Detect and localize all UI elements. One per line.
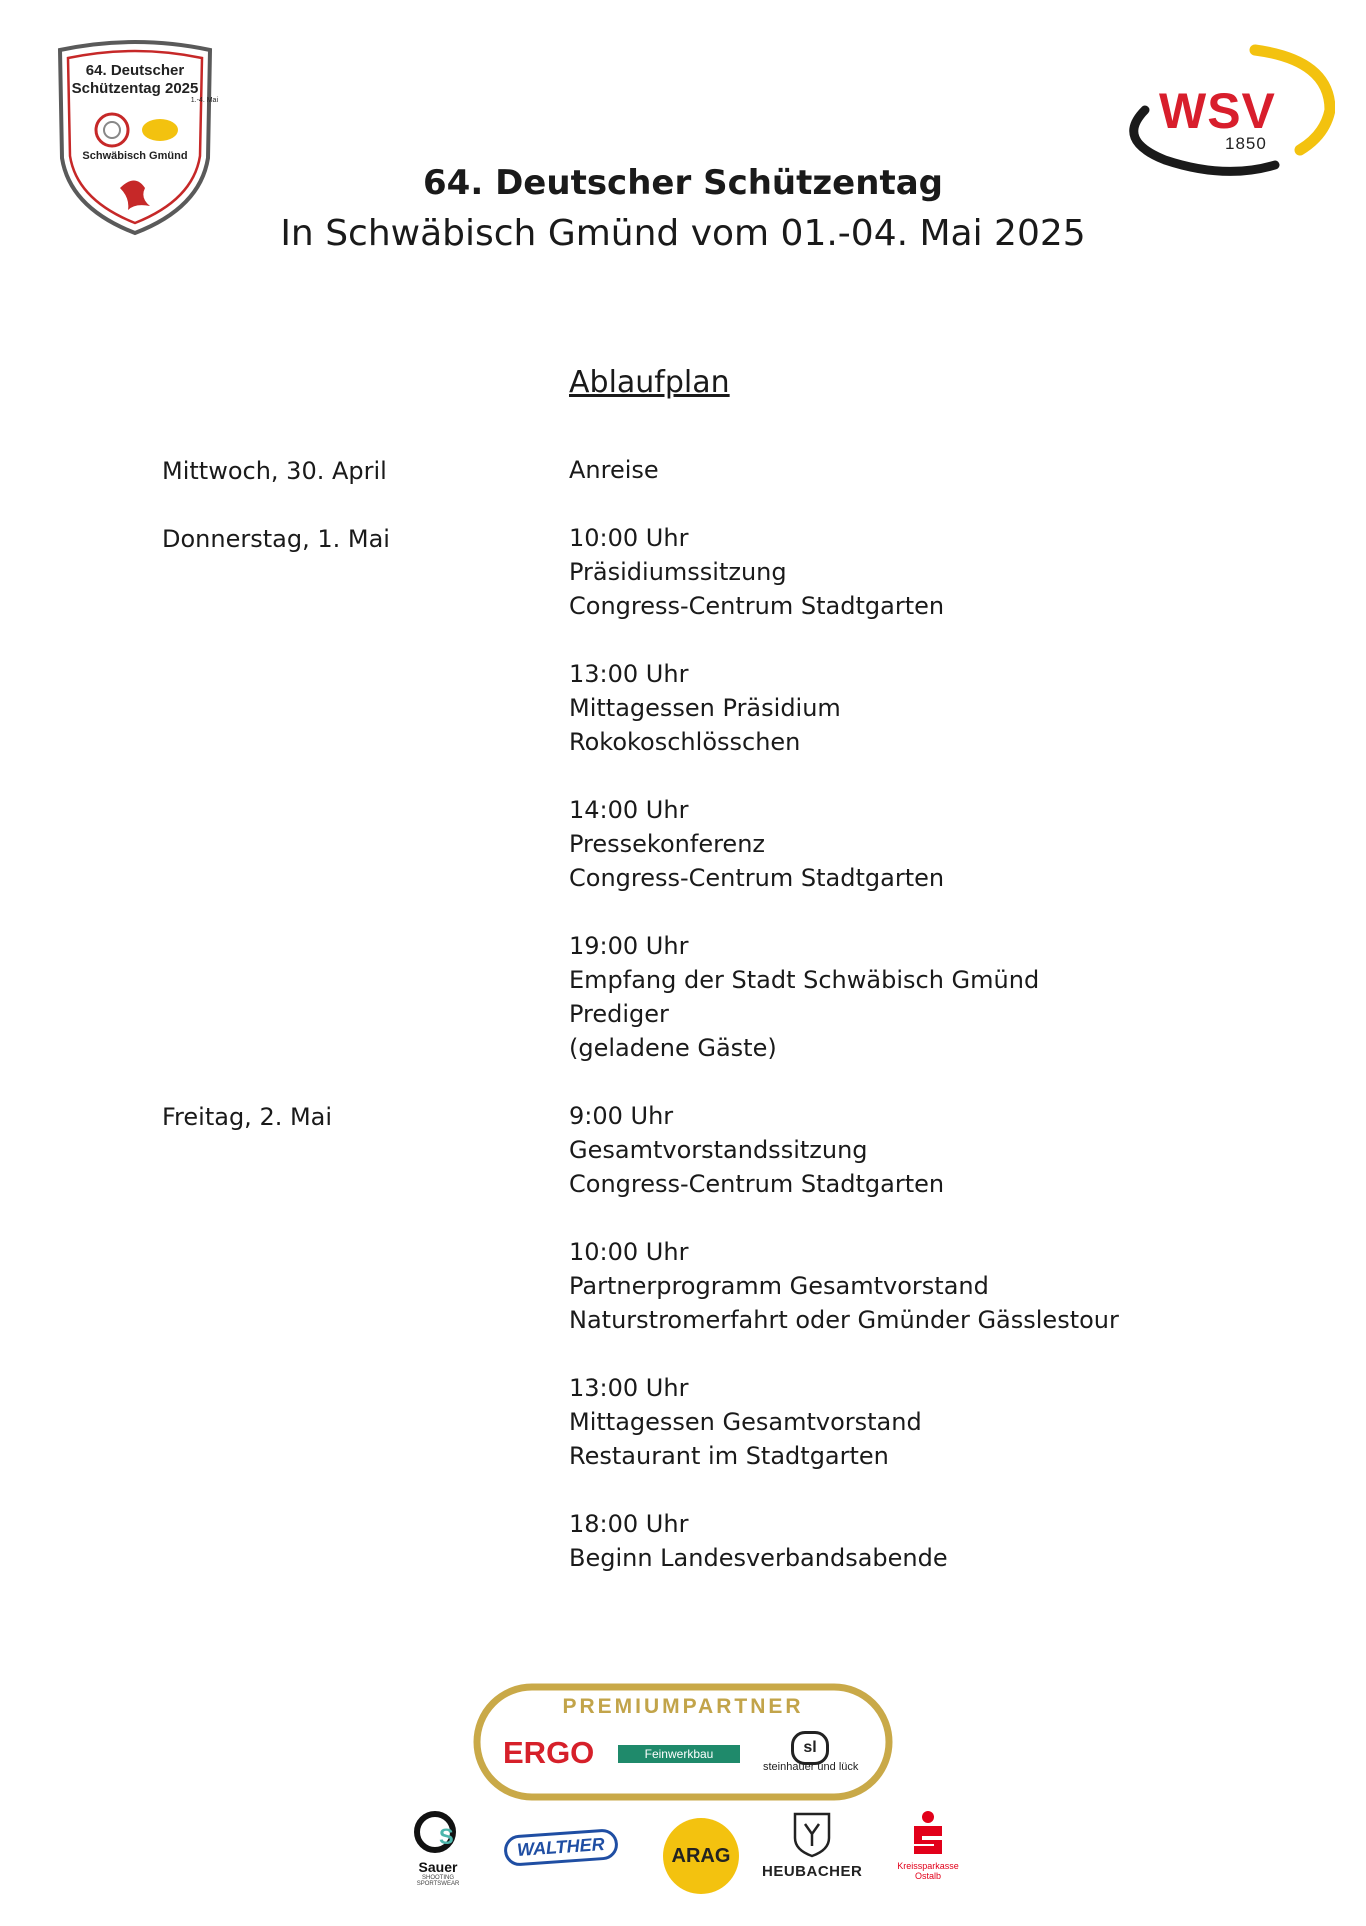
event-title: Empfang der Stadt Schwäbisch Gmünd	[569, 966, 1040, 994]
event-time: 10:00 Uhr	[569, 1238, 689, 1266]
steinhauer-logo: steinhauer und lück	[763, 1761, 859, 1773]
badge-line-1: 64. Deutscher	[85, 62, 185, 79]
day-label-donnerstag: Donnerstag, 1. Mai	[162, 525, 390, 553]
event-title: Mittagessen Gesamtvorstand	[569, 1408, 922, 1436]
event-note: (geladene Gäste)	[569, 1034, 777, 1062]
page-title: 64. Deutscher Schützentag	[423, 163, 943, 203]
event-block	[569, 1099, 944, 1201]
ergo-logo: ERGO	[503, 1735, 595, 1770]
day-label-mittwoch: Mittwoch, 30. April	[162, 457, 387, 485]
badge-line-4: Schwäbisch Gmünd	[82, 150, 188, 162]
sauer-logo	[408, 1810, 468, 1887]
event-time: 18:00 Uhr	[569, 1510, 689, 1538]
event-title: Partnerprogramm Gesamtvorstand	[569, 1272, 989, 1300]
event-block	[569, 1371, 922, 1473]
schuetzentag-badge-logo	[50, 38, 220, 238]
walther-logo	[496, 1832, 626, 1863]
day-label-freitag: Freitag, 2. Mai	[162, 1103, 333, 1131]
sparkasse-s-icon	[908, 1810, 948, 1856]
event-title: Mittagessen Präsidium	[569, 694, 841, 722]
wsv-name: WSV	[1159, 83, 1276, 139]
event-time: 14:00 Uhr	[569, 796, 689, 824]
sauer-name: Sauer	[418, 1859, 458, 1875]
event-title: Gesamtvorstandssitzung	[569, 1136, 868, 1164]
deer-crest-icon	[787, 1810, 837, 1858]
feinwerkbau-logo: Feinwerkbau	[618, 1745, 740, 1763]
event-title: Beginn Landesverbandsabende	[569, 1544, 948, 1572]
event-time: 13:00 Uhr	[569, 660, 689, 688]
event-title: Präsidiumssitzung	[569, 558, 787, 586]
event-time: 19:00 Uhr	[569, 932, 689, 960]
event-block-mittwoch	[569, 453, 659, 487]
steinhauer-mark-icon: sl	[791, 1731, 829, 1765]
event-title: Pressekonferenz	[569, 830, 765, 858]
svg-text:S: S	[439, 1824, 454, 1849]
event-time: 13:00 Uhr	[569, 1374, 689, 1402]
event-place: Prediger	[569, 1000, 669, 1028]
sauer-subline: SHOOTING SPORTSWEAR	[416, 1875, 460, 1887]
event-block	[569, 1235, 1119, 1337]
event-place: Congress-Centrum Stadtgarten	[569, 592, 945, 620]
kreissparkasse-logo	[878, 1810, 978, 1881]
wsv-year: 1850	[1225, 134, 1267, 153]
event-block	[569, 1507, 948, 1575]
event-block	[569, 793, 944, 895]
event-block	[569, 657, 841, 759]
arag-logo: ARAG	[663, 1818, 739, 1894]
walther-name: WALTHER	[503, 1828, 619, 1867]
event-text: Anreise	[569, 456, 659, 484]
heubacher-logo	[762, 1810, 862, 1880]
event-block	[569, 521, 944, 623]
event-time: 9:00 Uhr	[569, 1102, 674, 1130]
event-place: Restaurant im Stadtgarten	[569, 1442, 889, 1470]
event-place: Rokokoschlösschen	[569, 728, 801, 756]
event-place: Congress-Centrum Stadtgarten	[569, 1170, 945, 1198]
kreissparkasse-name: Kreissparkasse Ostalb	[897, 1861, 959, 1881]
premium-partner-block	[473, 1683, 893, 1801]
premium-partner-label: PREMIUMPARTNER	[562, 1695, 804, 1718]
badge-line-3: 1.-4. Mai	[190, 97, 218, 104]
event-block	[569, 929, 1039, 1065]
sauer-mark-icon	[413, 1810, 463, 1854]
event-place: Congress-Centrum Stadtgarten	[569, 864, 945, 892]
badge-line-2: Schützentag 2025	[71, 80, 199, 97]
page-subtitle: In Schwäbisch Gmünd vom 01.-04. Mai 2025	[280, 213, 1086, 254]
event-place: Naturstromerfahrt oder Gmünder Gässlestour	[569, 1306, 1119, 1334]
section-heading: Ablaufplan	[569, 365, 730, 400]
event-time: 10:00 Uhr	[569, 524, 689, 552]
heubacher-name: HEUBACHER	[762, 1863, 863, 1880]
